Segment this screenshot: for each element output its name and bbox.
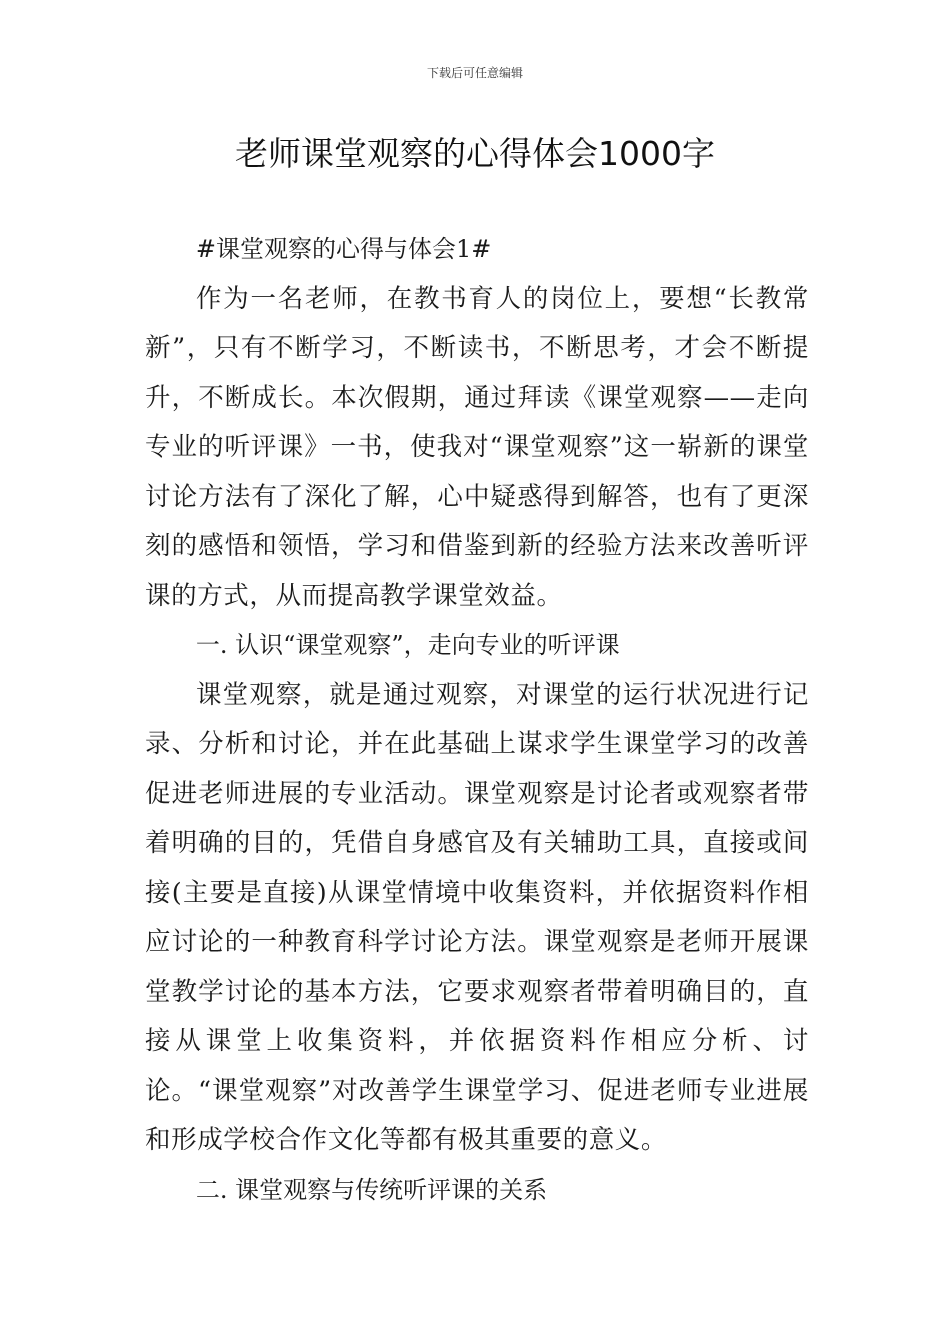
paragraph-2: 课堂观察，就是通过观察，对课堂的运行状况进行记录、分析和讨论，并在此基础上谋求学生课堂学习的改善促进老师进展的专业活动。课堂观察是讨论者或观察者带着明确的目的，凭借自身感官及有关辅助工具，直接或间接(主要是直接)从课堂情境中收集资料，并依据资料作相应讨论的一种教育科学讨论方法。课堂观察是老师开展课堂教学讨论的基本方法，它要求观察者带着明确目的，直接从课堂上收集资料，并依据资料作相应分析、讨论。“课堂观察”对改善学生课堂学习、促进老师专业进展和形成学校合作文化等都有极其重要的意义。 [145,679,809,1155]
section-heading-1: #课堂观察的心得与体会1# [195,235,492,263]
section-heading-3: 二. 课堂观察与传统听评课的关系 [195,1175,548,1204]
document-title: 老师课堂观察的心得体会1000字 [235,134,715,173]
document-body [145,225,809,1215]
paragraph-1: 作为一名老师，在教书育人的岗位上，要想“长教常新”，只有不断学习，不断读书，不断思考，才会不断提升，不断成长。本次假期，通过拜读《课堂观察——走向专业的听评课》一书，使我对“课堂观察”这一崭新的课堂讨论方法有了深化了解，心中疑惑得到解答，也有了更深刻的感悟和领悟，学习和借鉴到新的经验方法来改善听评课的方式，从而提高教学课堂效益。 [145,283,809,611]
section-heading-2: 一. 认识“课堂观察”，走向专业的听评课 [195,631,620,659]
page-header-note: 下载后可任意编辑 [426,66,523,80]
